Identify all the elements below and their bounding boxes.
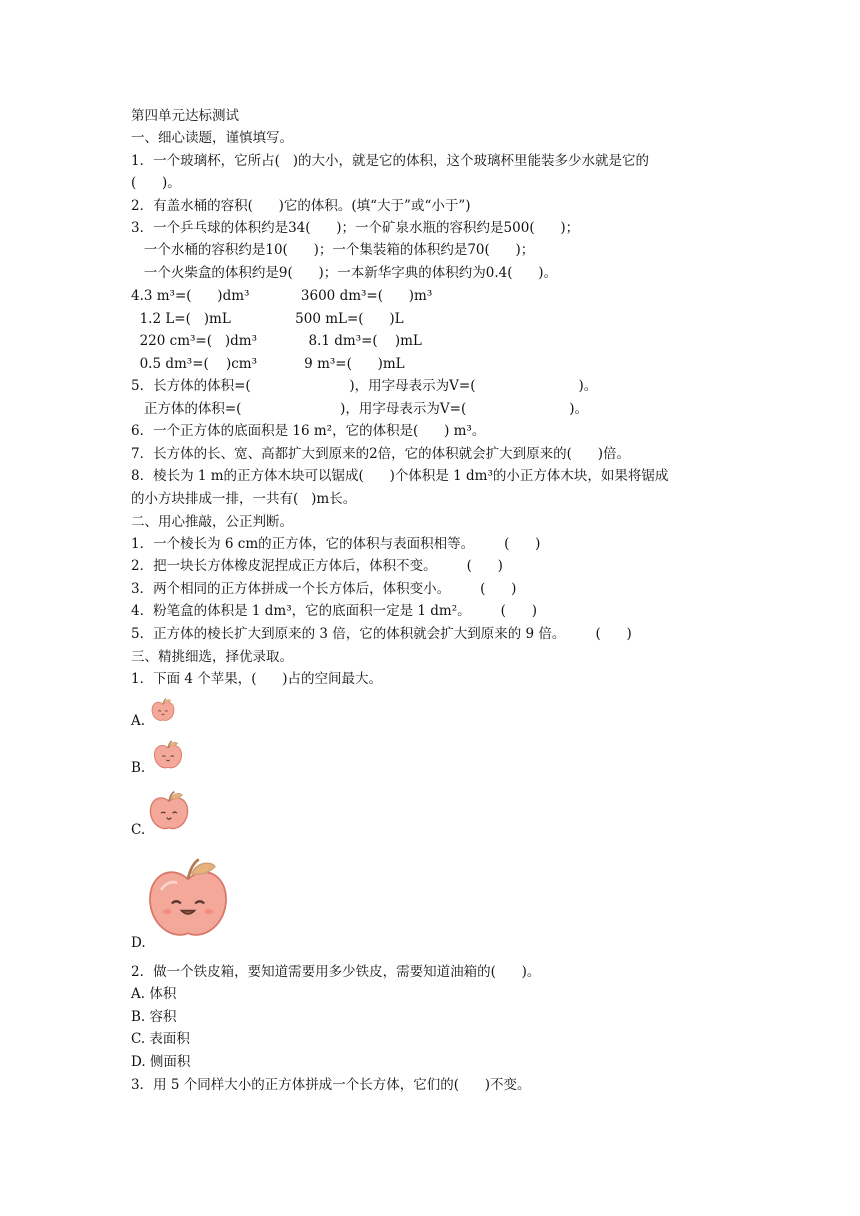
s1-question-1-line-1: 1．一个玻璃杯，它所占( )的大小，就是它的体积，这个玻璃杯里能装多少水就是它的 bbox=[131, 153, 649, 169]
s1-question-5-line-1: 5．长方体的体积=( )，用字母表示为V=( )。 bbox=[131, 378, 598, 394]
s1-question-2: 2．有盖水桶的容积( )它的体积。(填“大于”或“小于”) bbox=[131, 198, 471, 214]
s2-question-1: 1．一个棱长为 6 cm的正方体，它的体积与表面积相等。 ( ) bbox=[131, 536, 541, 552]
s3-question-3: 3．用 5 个同样大小的正方体拼成一个长方体，它们的( )不变。 bbox=[131, 1077, 531, 1093]
page-title: 第四单元达标测试 bbox=[131, 108, 239, 124]
s1-question-3-line-3: 一个火柴盒的体积约是9( )；一本新华字典的体积约为0.4( )。 bbox=[131, 265, 557, 281]
s3-q2-option-b: B. 容积 bbox=[131, 1009, 177, 1025]
s1-question-3-line-2: 一个水桶的容积约是10( )；一个集装箱的体积约是70( )； bbox=[131, 242, 535, 258]
s1-question-4-row-2: 1.2 L=( )mL 500 mL=( )L bbox=[131, 311, 404, 327]
apple-c-icon bbox=[147, 787, 191, 835]
section-1-heading: 一、细心读题，谨慎填写。 bbox=[131, 130, 293, 146]
s1-question-3-line-1: 3．一个乒乓球的体积约是34( )；一个矿泉水瓶的容积约是500( )； bbox=[131, 220, 580, 236]
s2-question-2: 2．把一块长方体橡皮泥捏成正方体后，体积不变。 ( ) bbox=[131, 558, 503, 574]
s1-question-4-row-3: 220 cm³=( )dm³ 8.1 dm³=( )mL bbox=[131, 333, 422, 349]
s3-q2-option-a: A. 体积 bbox=[131, 986, 177, 1002]
s3-q2-option-c: C. 表面积 bbox=[131, 1031, 190, 1047]
s3-q2-option-d: D. 侧面积 bbox=[131, 1054, 191, 1070]
option-b-label: B. bbox=[131, 760, 146, 776]
s3-question-2: 2．做一个铁皮箱，要知道需要用多少铁皮，需要知道油箱的( )。 bbox=[131, 964, 541, 980]
s1-question-6: 6．一个正方体的底面积是 16 m²，它的体积是( ) m³。 bbox=[131, 423, 486, 439]
s2-question-3: 3．两个相同的正方体拼成一个长方体后，体积变小。 ( ) bbox=[131, 581, 517, 597]
s1-question-8-line-1: 8．棱长为 1 m的正方体木块可以锯成( )个体积是 1 dm³的小正方体木块，如果将锯成 bbox=[131, 468, 669, 484]
option-c-label: C. bbox=[131, 822, 146, 838]
option-d-label: D. bbox=[131, 935, 146, 951]
section-3-heading: 三、精挑细选，择优录取。 bbox=[131, 649, 293, 665]
apple-b-icon bbox=[152, 738, 184, 772]
apple-a-icon bbox=[150, 697, 176, 723]
s3-question-1: 1．下面 4 个苹果，( )占的空间最大。 bbox=[131, 671, 383, 687]
s1-question-8-line-2: 的小方块排成一排，一共有( )m长。 bbox=[131, 491, 357, 507]
option-a-label: A. bbox=[131, 713, 146, 729]
apple-d-icon bbox=[143, 853, 233, 945]
s2-question-5: 5．正方体的棱长扩大到原来的 3 倍，它的体积就会扩大到原来的 9 倍。 ( ) bbox=[131, 626, 632, 642]
s2-question-4: 4．粉笔盒的体积是 1 dm³，它的底面积一定是 1 dm²。 ( ) bbox=[131, 603, 537, 619]
s1-question-4-row-4: 0.5 dm³=( )cm³ 9 m³=( )mL bbox=[131, 356, 405, 372]
s1-question-1-line-2: ( )。 bbox=[131, 175, 181, 191]
section-2-heading: 二、用心推敲，公正判断。 bbox=[131, 514, 293, 530]
s1-question-7: 7．长方体的长、宽、高都扩大到原来的2倍，它的体积就会扩大到原来的( )倍。 bbox=[131, 446, 630, 462]
s1-question-5-line-2: 正方体的体积=( )，用字母表示为V=( )。 bbox=[131, 401, 589, 417]
s1-question-4-row-1: 4.3 m³=( )dm³ 3600 dm³=( )m³ bbox=[131, 288, 433, 304]
